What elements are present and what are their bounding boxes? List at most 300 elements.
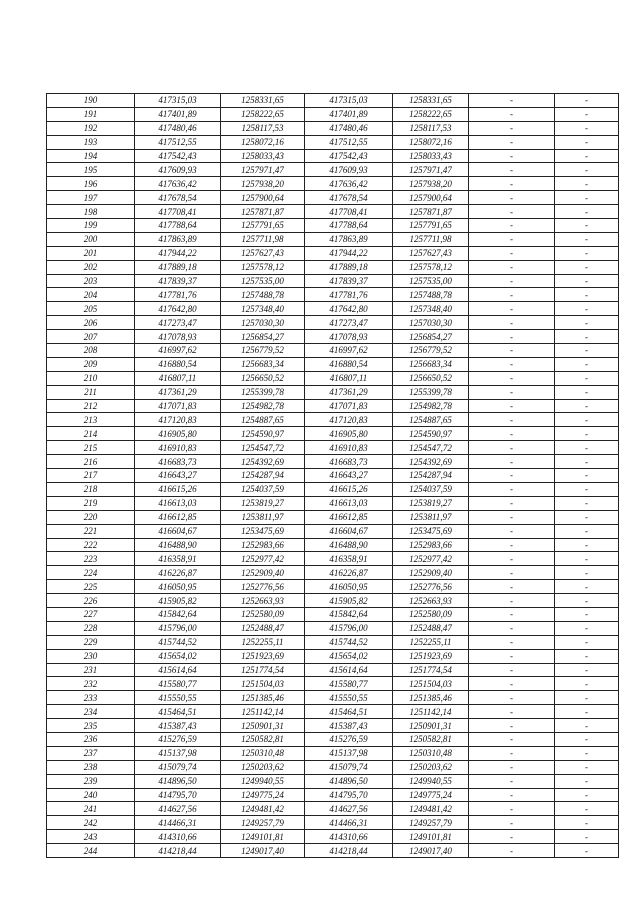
cell-point-number: 212: [47, 399, 135, 413]
cell-y-coordinate: 1256854,27: [221, 330, 305, 344]
table-row: [47, 441, 619, 455]
cell-y-coordinate-2: 1254037,59: [393, 482, 469, 496]
cell-y-coordinate: 1258117,53: [221, 121, 305, 135]
cell-value-col-7: -: [555, 496, 619, 510]
coordinates-table: [46, 93, 619, 858]
table-row: [47, 719, 619, 733]
cell-y-coordinate: 1254037,59: [221, 482, 305, 496]
cell-y-coordinate-2: 1253819,27: [393, 496, 469, 510]
cell-y-coordinate-2: 1254982,78: [393, 399, 469, 413]
cell-y-coordinate: 1258222,65: [221, 107, 305, 121]
cell-value-col-7: -: [555, 524, 619, 538]
cell-x-coordinate: 415905,82: [135, 594, 221, 608]
cell-point-number: 240: [47, 788, 135, 802]
cell-value-col-6: -: [469, 121, 555, 135]
cell-x-coordinate: 417273,47: [135, 316, 221, 330]
cell-y-coordinate-2: 1254287,94: [393, 469, 469, 483]
cell-value-col-6: -: [469, 288, 555, 302]
cell-x-coordinate: 414795,70: [135, 788, 221, 802]
table-row: [47, 760, 619, 774]
cell-y-coordinate-2: 1249940,55: [393, 774, 469, 788]
cell-y-coordinate: 1252580,09: [221, 607, 305, 621]
cell-point-number: 194: [47, 149, 135, 163]
cell-point-number: 230: [47, 649, 135, 663]
cell-value-col-7: -: [555, 163, 619, 177]
cell-value-col-7: -: [555, 788, 619, 802]
cell-x-coordinate: 415137,98: [135, 746, 221, 760]
cell-value-col-6: -: [469, 719, 555, 733]
cell-point-number: 195: [47, 163, 135, 177]
cell-y-coordinate: 1257030,30: [221, 316, 305, 330]
cell-x-coordinate: 417361,29: [135, 385, 221, 399]
cell-x-coordinate: 416910,83: [135, 441, 221, 455]
cell-point-number: 222: [47, 538, 135, 552]
cell-x-coordinate: 415079,74: [135, 760, 221, 774]
cell-value-col-7: -: [555, 816, 619, 830]
cell-y-coordinate: 1257578,12: [221, 260, 305, 274]
cell-y-coordinate-2: 1252663,93: [393, 594, 469, 608]
cell-point-number: 200: [47, 232, 135, 246]
cell-value-col-7: -: [555, 705, 619, 719]
cell-x-coordinate: 414310,66: [135, 830, 221, 844]
table-row: [47, 94, 619, 108]
cell-y-coordinate: 1251923,69: [221, 649, 305, 663]
table-row: [47, 219, 619, 233]
cell-point-number: 236: [47, 732, 135, 746]
cell-value-col-6: -: [469, 344, 555, 358]
cell-value-col-6: -: [469, 635, 555, 649]
cell-value-col-7: -: [555, 760, 619, 774]
cell-x-coordinate: 417642,80: [135, 302, 221, 316]
table-row: [47, 121, 619, 135]
cell-y-coordinate: 1249775,24: [221, 788, 305, 802]
cell-y-coordinate: 1258331,65: [221, 94, 305, 108]
cell-value-col-6: -: [469, 649, 555, 663]
cell-value-col-7: -: [555, 538, 619, 552]
cell-value-col-6: -: [469, 496, 555, 510]
cell-x-coordinate: 416613,03: [135, 496, 221, 510]
cell-x-coordinate-2: 417708,41: [305, 205, 393, 219]
cell-point-number: 202: [47, 260, 135, 274]
cell-point-number: 214: [47, 427, 135, 441]
cell-point-number: 197: [47, 191, 135, 205]
cell-point-number: 217: [47, 469, 135, 483]
cell-y-coordinate: 1257627,43: [221, 246, 305, 260]
cell-value-col-7: -: [555, 288, 619, 302]
cell-x-coordinate: 417944,22: [135, 246, 221, 260]
cell-value-col-6: -: [469, 219, 555, 233]
cell-y-coordinate-2: 1257348,40: [393, 302, 469, 316]
cell-value-col-6: -: [469, 232, 555, 246]
cell-point-number: 243: [47, 830, 135, 844]
cell-value-col-7: -: [555, 566, 619, 580]
cell-x-coordinate-2: 415137,98: [305, 746, 393, 760]
cell-x-coordinate-2: 417071,83: [305, 399, 393, 413]
cell-point-number: 205: [47, 302, 135, 316]
cell-value-col-6: -: [469, 663, 555, 677]
cell-value-col-6: -: [469, 191, 555, 205]
cell-value-col-7: -: [555, 385, 619, 399]
cell-x-coordinate-2: 417944,22: [305, 246, 393, 260]
table-row: [47, 538, 619, 552]
table-row: [47, 205, 619, 219]
cell-x-coordinate: 416604,67: [135, 524, 221, 538]
cell-y-coordinate-2: 1251142,14: [393, 705, 469, 719]
table-row: [47, 357, 619, 371]
cell-y-coordinate: 1254887,65: [221, 413, 305, 427]
cell-x-coordinate-2: 417401,89: [305, 107, 393, 121]
cell-point-number: 239: [47, 774, 135, 788]
cell-point-number: 244: [47, 844, 135, 858]
cell-value-col-6: -: [469, 107, 555, 121]
table-row: [47, 649, 619, 663]
table-row: [47, 482, 619, 496]
cell-value-col-6: -: [469, 149, 555, 163]
cell-y-coordinate: 1249017,40: [221, 844, 305, 858]
cell-y-coordinate-2: 1257711,98: [393, 232, 469, 246]
cell-value-col-7: -: [555, 219, 619, 233]
table-row: [47, 663, 619, 677]
cell-value-col-6: -: [469, 427, 555, 441]
cell-point-number: 224: [47, 566, 135, 580]
cell-x-coordinate: 416997,62: [135, 344, 221, 358]
cell-x-coordinate-2: 416643,27: [305, 469, 393, 483]
table-row: [47, 677, 619, 691]
cell-value-col-6: -: [469, 371, 555, 385]
table-row: [47, 288, 619, 302]
cell-point-number: 233: [47, 691, 135, 705]
cell-x-coordinate-2: 416683,73: [305, 455, 393, 469]
cell-y-coordinate: 1252983,66: [221, 538, 305, 552]
cell-x-coordinate: 416807,11: [135, 371, 221, 385]
cell-y-coordinate: 1254982,78: [221, 399, 305, 413]
table-row: [47, 149, 619, 163]
cell-x-coordinate-2: 417078,93: [305, 330, 393, 344]
cell-point-number: 235: [47, 719, 135, 733]
table-row: [47, 844, 619, 858]
cell-y-coordinate-2: 1252255,11: [393, 635, 469, 649]
cell-x-coordinate-2: 417512,55: [305, 135, 393, 149]
cell-value-col-6: -: [469, 510, 555, 524]
table-row: [47, 774, 619, 788]
table-body: [47, 94, 619, 858]
cell-point-number: 234: [47, 705, 135, 719]
cell-y-coordinate-2: 1257791,65: [393, 219, 469, 233]
table-row: [47, 413, 619, 427]
cell-x-coordinate: 415580,77: [135, 677, 221, 691]
table-row: [47, 246, 619, 260]
cell-y-coordinate-2: 1258331,65: [393, 94, 469, 108]
table-row: [47, 135, 619, 149]
cell-value-col-7: -: [555, 274, 619, 288]
cell-value-col-7: -: [555, 371, 619, 385]
cell-y-coordinate: 1250203,62: [221, 760, 305, 774]
table-row: [47, 580, 619, 594]
cell-point-number: 215: [47, 441, 135, 455]
cell-y-coordinate-2: 1256650,52: [393, 371, 469, 385]
cell-point-number: 219: [47, 496, 135, 510]
cell-y-coordinate: 1256683,34: [221, 357, 305, 371]
cell-x-coordinate-2: 416615,26: [305, 482, 393, 496]
cell-x-coordinate: 417480,46: [135, 121, 221, 135]
cell-point-number: 190: [47, 94, 135, 108]
table-row: [47, 510, 619, 524]
cell-y-coordinate-2: 1256683,34: [393, 357, 469, 371]
cell-value-col-6: -: [469, 552, 555, 566]
cell-value-col-6: -: [469, 705, 555, 719]
cell-value-col-7: -: [555, 94, 619, 108]
cell-value-col-7: -: [555, 552, 619, 566]
cell-value-col-6: -: [469, 566, 555, 580]
cell-y-coordinate-2: 1251504,03: [393, 677, 469, 691]
cell-value-col-6: -: [469, 413, 555, 427]
cell-x-coordinate: 415842,64: [135, 607, 221, 621]
cell-y-coordinate-2: 1252977,42: [393, 552, 469, 566]
cell-y-coordinate: 1257971,47: [221, 163, 305, 177]
cell-value-col-6: -: [469, 260, 555, 274]
table-row: [47, 344, 619, 358]
cell-x-coordinate-2: 417273,47: [305, 316, 393, 330]
cell-point-number: 199: [47, 219, 135, 233]
cell-y-coordinate-2: 1252776,56: [393, 580, 469, 594]
cell-y-coordinate: 1256779,52: [221, 344, 305, 358]
cell-value-col-6: -: [469, 830, 555, 844]
table-row: [47, 607, 619, 621]
cell-x-coordinate-2: 415796,00: [305, 621, 393, 635]
cell-value-col-6: -: [469, 135, 555, 149]
cell-x-coordinate: 414466,31: [135, 816, 221, 830]
cell-value-col-6: -: [469, 524, 555, 538]
cell-value-col-7: -: [555, 330, 619, 344]
cell-value-col-7: -: [555, 427, 619, 441]
cell-value-col-7: -: [555, 482, 619, 496]
cell-value-col-7: -: [555, 649, 619, 663]
cell-value-col-6: -: [469, 177, 555, 191]
cell-x-coordinate-2: 416910,83: [305, 441, 393, 455]
cell-y-coordinate-2: 1257871,87: [393, 205, 469, 219]
cell-y-coordinate: 1252255,11: [221, 635, 305, 649]
cell-x-coordinate: 415614,64: [135, 663, 221, 677]
cell-value-col-7: -: [555, 719, 619, 733]
cell-point-number: 229: [47, 635, 135, 649]
cell-y-coordinate: 1255399,78: [221, 385, 305, 399]
cell-x-coordinate-2: 415550,55: [305, 691, 393, 705]
cell-y-coordinate-2: 1249257,79: [393, 816, 469, 830]
cell-point-number: 225: [47, 580, 135, 594]
cell-x-coordinate-2: 416997,62: [305, 344, 393, 358]
cell-value-col-6: -: [469, 455, 555, 469]
cell-x-coordinate: 415387,43: [135, 719, 221, 733]
cell-y-coordinate-2: 1249775,24: [393, 788, 469, 802]
cell-value-col-7: -: [555, 121, 619, 135]
cell-point-number: 223: [47, 552, 135, 566]
cell-x-coordinate-2: 416488,90: [305, 538, 393, 552]
cell-y-coordinate: 1252977,42: [221, 552, 305, 566]
cell-x-coordinate-2: 414627,56: [305, 802, 393, 816]
cell-y-coordinate: 1253475,69: [221, 524, 305, 538]
cell-y-coordinate-2: 1252580,09: [393, 607, 469, 621]
table-row: [47, 496, 619, 510]
cell-point-number: 208: [47, 344, 135, 358]
cell-point-number: 191: [47, 107, 135, 121]
cell-x-coordinate-2: 416226,87: [305, 566, 393, 580]
cell-y-coordinate-2: 1258033,43: [393, 149, 469, 163]
cell-x-coordinate: 417401,89: [135, 107, 221, 121]
cell-value-col-6: -: [469, 746, 555, 760]
cell-value-col-7: -: [555, 205, 619, 219]
cell-value-col-7: -: [555, 316, 619, 330]
cell-value-col-7: -: [555, 510, 619, 524]
cell-x-coordinate: 415654,02: [135, 649, 221, 663]
cell-value-col-7: -: [555, 413, 619, 427]
table-row: [47, 732, 619, 746]
cell-y-coordinate-2: 1257627,43: [393, 246, 469, 260]
cell-y-coordinate: 1254392,69: [221, 455, 305, 469]
cell-y-coordinate: 1257711,98: [221, 232, 305, 246]
cell-x-coordinate-2: 417120,83: [305, 413, 393, 427]
cell-x-coordinate-2: 414466,31: [305, 816, 393, 830]
cell-value-col-6: -: [469, 621, 555, 635]
cell-x-coordinate-2: 414896,50: [305, 774, 393, 788]
cell-x-coordinate-2: 417542,43: [305, 149, 393, 163]
cell-x-coordinate: 417542,43: [135, 149, 221, 163]
cell-y-coordinate: 1254590,97: [221, 427, 305, 441]
cell-point-number: 232: [47, 677, 135, 691]
cell-x-coordinate: 417078,93: [135, 330, 221, 344]
cell-y-coordinate: 1258072,16: [221, 135, 305, 149]
cell-value-col-6: -: [469, 330, 555, 344]
table-row: [47, 371, 619, 385]
cell-x-coordinate-2: 417678,54: [305, 191, 393, 205]
cell-y-coordinate: 1256650,52: [221, 371, 305, 385]
cell-x-coordinate: 417708,41: [135, 205, 221, 219]
cell-x-coordinate-2: 417642,80: [305, 302, 393, 316]
cell-value-col-7: -: [555, 621, 619, 635]
cell-x-coordinate: 415464,51: [135, 705, 221, 719]
cell-x-coordinate-2: 415276,59: [305, 732, 393, 746]
table-row: [47, 594, 619, 608]
cell-y-coordinate-2: 1252983,66: [393, 538, 469, 552]
cell-value-col-6: -: [469, 482, 555, 496]
cell-value-col-6: -: [469, 316, 555, 330]
cell-y-coordinate-2: 1257030,30: [393, 316, 469, 330]
cell-value-col-7: -: [555, 260, 619, 274]
cell-x-coordinate: 417120,83: [135, 413, 221, 427]
cell-y-coordinate-2: 1258117,53: [393, 121, 469, 135]
cell-y-coordinate-2: 1252488,47: [393, 621, 469, 635]
cell-value-col-6: -: [469, 385, 555, 399]
cell-x-coordinate: 417512,55: [135, 135, 221, 149]
cell-value-col-6: -: [469, 760, 555, 774]
cell-x-coordinate: 416358,91: [135, 552, 221, 566]
table-row: [47, 816, 619, 830]
cell-x-coordinate: 417863,89: [135, 232, 221, 246]
cell-y-coordinate: 1252776,56: [221, 580, 305, 594]
cell-x-coordinate-2: 417839,37: [305, 274, 393, 288]
cell-x-coordinate: 416050,95: [135, 580, 221, 594]
cell-x-coordinate-2: 415387,43: [305, 719, 393, 733]
cell-x-coordinate: 415744,52: [135, 635, 221, 649]
table-row: [47, 232, 619, 246]
cell-value-col-6: -: [469, 691, 555, 705]
cell-y-coordinate: 1257900,64: [221, 191, 305, 205]
cell-y-coordinate: 1249101,81: [221, 830, 305, 844]
cell-value-col-7: -: [555, 732, 619, 746]
cell-x-coordinate: 417678,54: [135, 191, 221, 205]
cell-y-coordinate-2: 1254392,69: [393, 455, 469, 469]
cell-value-col-7: -: [555, 844, 619, 858]
table-row: [47, 524, 619, 538]
table-row: [47, 802, 619, 816]
cell-x-coordinate-2: 417609,93: [305, 163, 393, 177]
cell-y-coordinate: 1257871,87: [221, 205, 305, 219]
cell-point-number: 209: [47, 357, 135, 371]
cell-value-col-7: -: [555, 399, 619, 413]
cell-value-col-6: -: [469, 246, 555, 260]
table-row: [47, 177, 619, 191]
cell-y-coordinate-2: 1249481,42: [393, 802, 469, 816]
cell-value-col-7: -: [555, 177, 619, 191]
cell-x-coordinate: 417788,64: [135, 219, 221, 233]
cell-x-coordinate-2: 416604,67: [305, 524, 393, 538]
table-row: [47, 830, 619, 844]
cell-value-col-6: -: [469, 580, 555, 594]
cell-y-coordinate: 1252488,47: [221, 621, 305, 635]
cell-value-col-7: -: [555, 746, 619, 760]
cell-x-coordinate: 414627,56: [135, 802, 221, 816]
cell-x-coordinate: 417889,18: [135, 260, 221, 274]
cell-y-coordinate-2: 1249017,40: [393, 844, 469, 858]
cell-y-coordinate-2: 1249101,81: [393, 830, 469, 844]
cell-point-number: 192: [47, 121, 135, 135]
table-row: [47, 385, 619, 399]
cell-x-coordinate: 416643,27: [135, 469, 221, 483]
cell-y-coordinate: 1249257,79: [221, 816, 305, 830]
cell-value-col-7: -: [555, 344, 619, 358]
cell-value-col-6: -: [469, 844, 555, 858]
table-row: [47, 635, 619, 649]
cell-x-coordinate: 414896,50: [135, 774, 221, 788]
cell-value-col-6: -: [469, 357, 555, 371]
cell-point-number: 238: [47, 760, 135, 774]
cell-y-coordinate-2: 1252909,40: [393, 566, 469, 580]
cell-value-col-7: -: [555, 663, 619, 677]
table-row: [47, 788, 619, 802]
cell-x-coordinate-2: 415079,74: [305, 760, 393, 774]
cell-point-number: 231: [47, 663, 135, 677]
table-row: [47, 302, 619, 316]
cell-point-number: 220: [47, 510, 135, 524]
table-row: [47, 705, 619, 719]
cell-y-coordinate: 1257488,78: [221, 288, 305, 302]
cell-value-col-6: -: [469, 594, 555, 608]
cell-x-coordinate-2: 415905,82: [305, 594, 393, 608]
cell-point-number: 241: [47, 802, 135, 816]
cell-y-coordinate-2: 1253811,97: [393, 510, 469, 524]
cell-y-coordinate-2: 1258072,16: [393, 135, 469, 149]
table-row: [47, 399, 619, 413]
cell-y-coordinate: 1253811,97: [221, 510, 305, 524]
table-row: [47, 455, 619, 469]
cell-x-coordinate: 417315,03: [135, 94, 221, 108]
cell-point-number: 211: [47, 385, 135, 399]
cell-x-coordinate-2: 416612,85: [305, 510, 393, 524]
table-row: [47, 274, 619, 288]
cell-y-coordinate: 1250582,81: [221, 732, 305, 746]
cell-value-col-6: -: [469, 732, 555, 746]
cell-x-coordinate-2: 417361,29: [305, 385, 393, 399]
cell-x-coordinate: 415550,55: [135, 691, 221, 705]
